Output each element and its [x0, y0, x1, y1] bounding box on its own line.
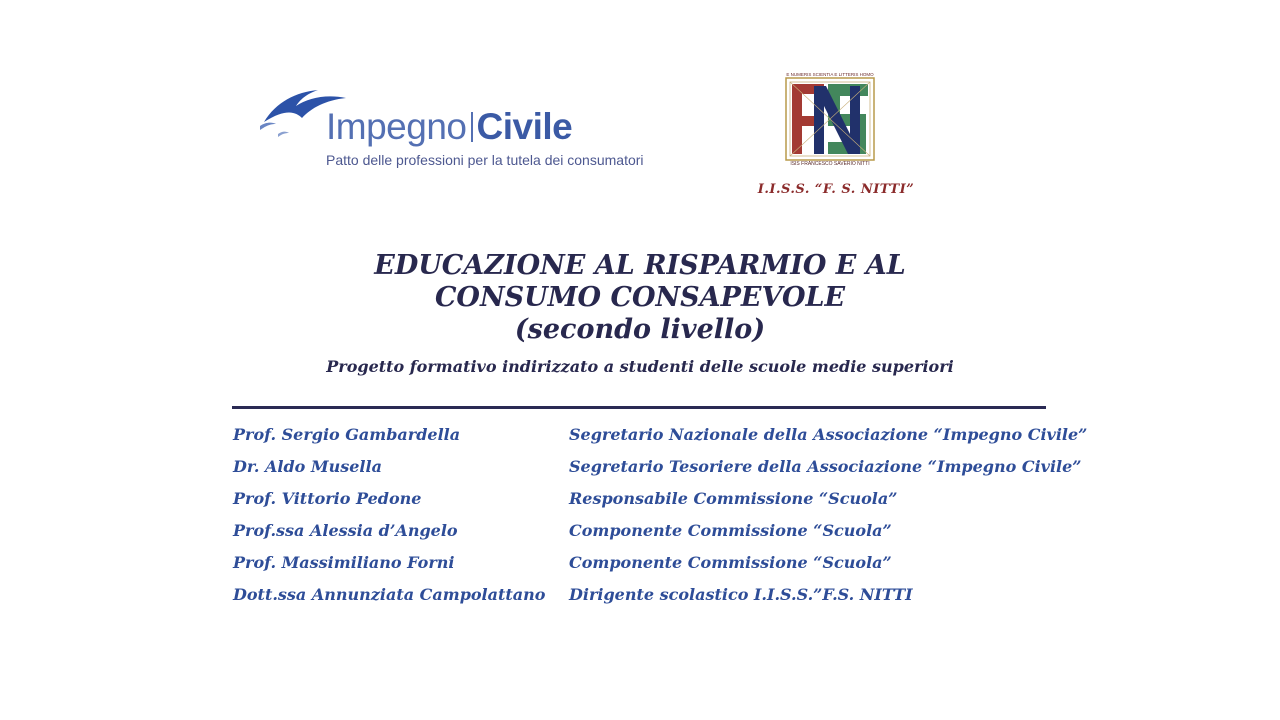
person-role: Segretario Tesoriere della Associazione “Impegno Civile”: [569, 457, 1082, 476]
crest-caption: ISIS FRANCESCO SAVERIO NITTI: [790, 161, 870, 167]
person-role: Responsabile Commissione “Scuola”: [569, 489, 898, 508]
person-role: Dirigente scolastico I.I.S.S.”F.S. NITTI: [569, 585, 913, 604]
school-name: I.I.S.S. “F. S. NITTI”: [757, 182, 915, 197]
title-line-2: CONSUMO CONSAPEVOLE: [434, 282, 846, 313]
person-name: Prof. Sergio Gambardella: [233, 425, 461, 444]
wordmark-civile: Civile: [476, 106, 573, 147]
subtitle: Progetto formativo indirizzato a studenti delle scuole medie superiori: [326, 357, 954, 376]
title-line-1: EDUCAZIONE AL RISPARMIO E AL: [374, 250, 906, 281]
impegno-civile-tagline: Patto delle professioni per la tutela dei consumatori: [326, 152, 644, 168]
person-name: Prof. Massimiliano Forni: [233, 553, 455, 572]
title-level: (secondo livello): [514, 314, 766, 345]
impegno-civile-logo: [256, 84, 656, 174]
school-motto: E NUMERIS SCIENTIA E LITTERIS HOMO: [786, 72, 874, 77]
person-name: Prof. Vittorio Pedone: [233, 489, 422, 508]
person-role: Componente Commissione “Scuola”: [569, 521, 892, 540]
person-name: Dr. Aldo Musella: [233, 457, 382, 476]
school-logo: [756, 72, 916, 202]
divider-rule: [232, 406, 1046, 409]
person-name: Prof.ssa Alessia d’Angelo: [233, 521, 458, 540]
school-crest-icon: [784, 72, 876, 168]
person-role: Componente Commissione “Scuola”: [569, 553, 892, 572]
person-role: Segretario Nazionale della Associazione “Impegno Civile”: [569, 425, 1088, 444]
wordmark-impegno: Impegno: [326, 106, 467, 147]
person-name: Dott.ssa Annunziata Campolattano: [233, 585, 546, 604]
impegno-civile-wordmark: [326, 106, 572, 148]
